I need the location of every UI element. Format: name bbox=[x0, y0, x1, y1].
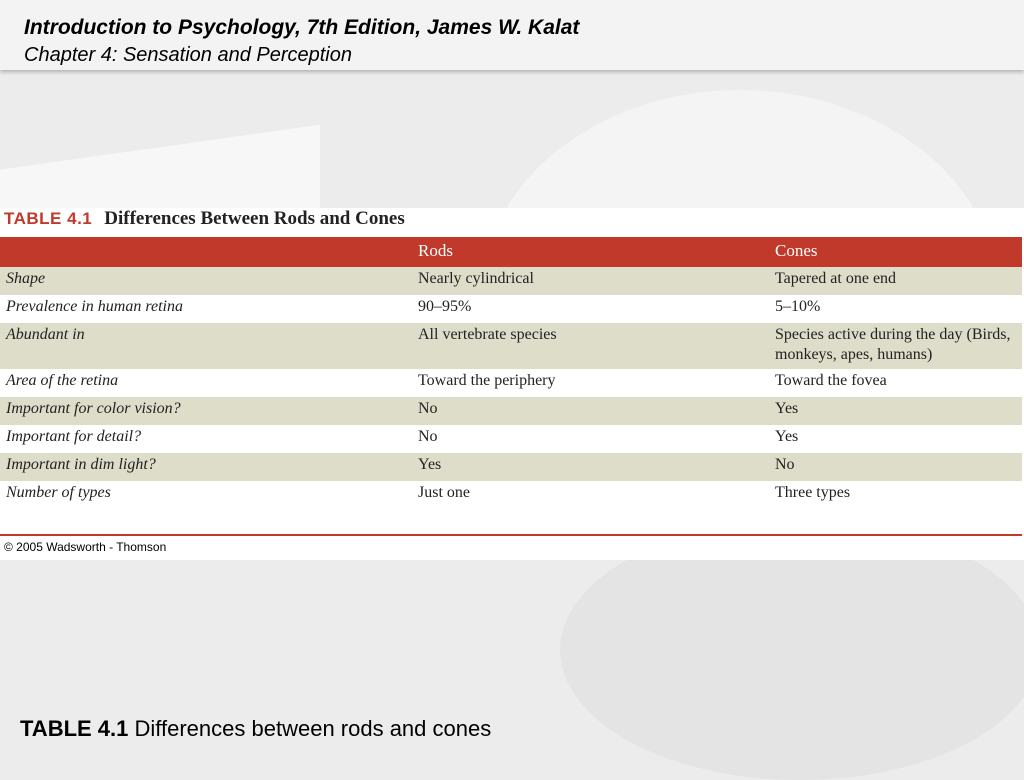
book-title: Introduction to Psychology, 7th Edition, James W. Kalat bbox=[24, 16, 580, 39]
rods-cell: Toward the periphery bbox=[412, 369, 769, 397]
table-row bbox=[0, 397, 1022, 425]
column-header-cones: Cones bbox=[769, 237, 1022, 267]
column-header-rods: Rods bbox=[412, 237, 769, 267]
row-feature: Area of the retina bbox=[0, 369, 412, 397]
rods-cell: Just one bbox=[412, 481, 769, 509]
cones-cell: Species active during the day (Birds, monkeys, apes, humans) bbox=[769, 323, 1022, 369]
table-header-row bbox=[0, 237, 1022, 267]
table-heading bbox=[4, 208, 405, 236]
slide-caption bbox=[20, 716, 491, 742]
rods-cell: Yes bbox=[412, 453, 769, 481]
table-row bbox=[0, 267, 1022, 295]
caption-label: TABLE 4.1 bbox=[20, 716, 129, 741]
column-header-feature bbox=[0, 237, 412, 267]
rods-cell: No bbox=[412, 397, 769, 425]
table-row bbox=[0, 453, 1022, 481]
table-row bbox=[0, 323, 1022, 369]
table-figure bbox=[0, 208, 1024, 560]
rods-cell: No bbox=[412, 425, 769, 453]
rods-cell: 90–95% bbox=[412, 295, 769, 323]
cones-cell: Yes bbox=[769, 397, 1022, 425]
table-row bbox=[0, 425, 1022, 453]
row-feature: Important for color vision? bbox=[0, 397, 412, 425]
chapter-title: Chapter 4: Sensation and Perception bbox=[24, 44, 352, 66]
row-feature: Important for detail? bbox=[0, 425, 412, 453]
row-feature: Shape bbox=[0, 267, 412, 295]
caption-text: Differences between rods and cones bbox=[134, 716, 492, 741]
table-row bbox=[0, 295, 1022, 323]
table-row bbox=[0, 481, 1022, 509]
cones-cell: 5–10% bbox=[769, 295, 1022, 323]
rods-cones-table bbox=[0, 237, 1022, 509]
rods-cell: Nearly cylindrical bbox=[412, 267, 769, 295]
slide-header bbox=[0, 0, 1024, 70]
table-bottom-rule bbox=[0, 534, 1022, 536]
table-title: Differences Between Rods and Cones bbox=[104, 208, 405, 229]
cones-cell: Tapered at one end bbox=[769, 267, 1022, 295]
row-feature: Abundant in bbox=[0, 323, 412, 369]
cones-cell: No bbox=[769, 453, 1022, 481]
rods-cell: All vertebrate species bbox=[412, 323, 769, 369]
cones-cell: Three types bbox=[769, 481, 1022, 509]
table-number: TABLE 4.1 bbox=[4, 209, 93, 228]
row-feature: Number of types bbox=[0, 481, 412, 509]
table-row bbox=[0, 369, 1022, 397]
cones-cell: Toward the fovea bbox=[769, 369, 1022, 397]
cones-cell: Yes bbox=[769, 425, 1022, 453]
row-feature: Prevalence in human retina bbox=[0, 295, 412, 323]
copyright-notice: © 2005 Wadsworth - Thomson bbox=[4, 540, 167, 554]
row-feature: Important in dim light? bbox=[0, 453, 412, 481]
